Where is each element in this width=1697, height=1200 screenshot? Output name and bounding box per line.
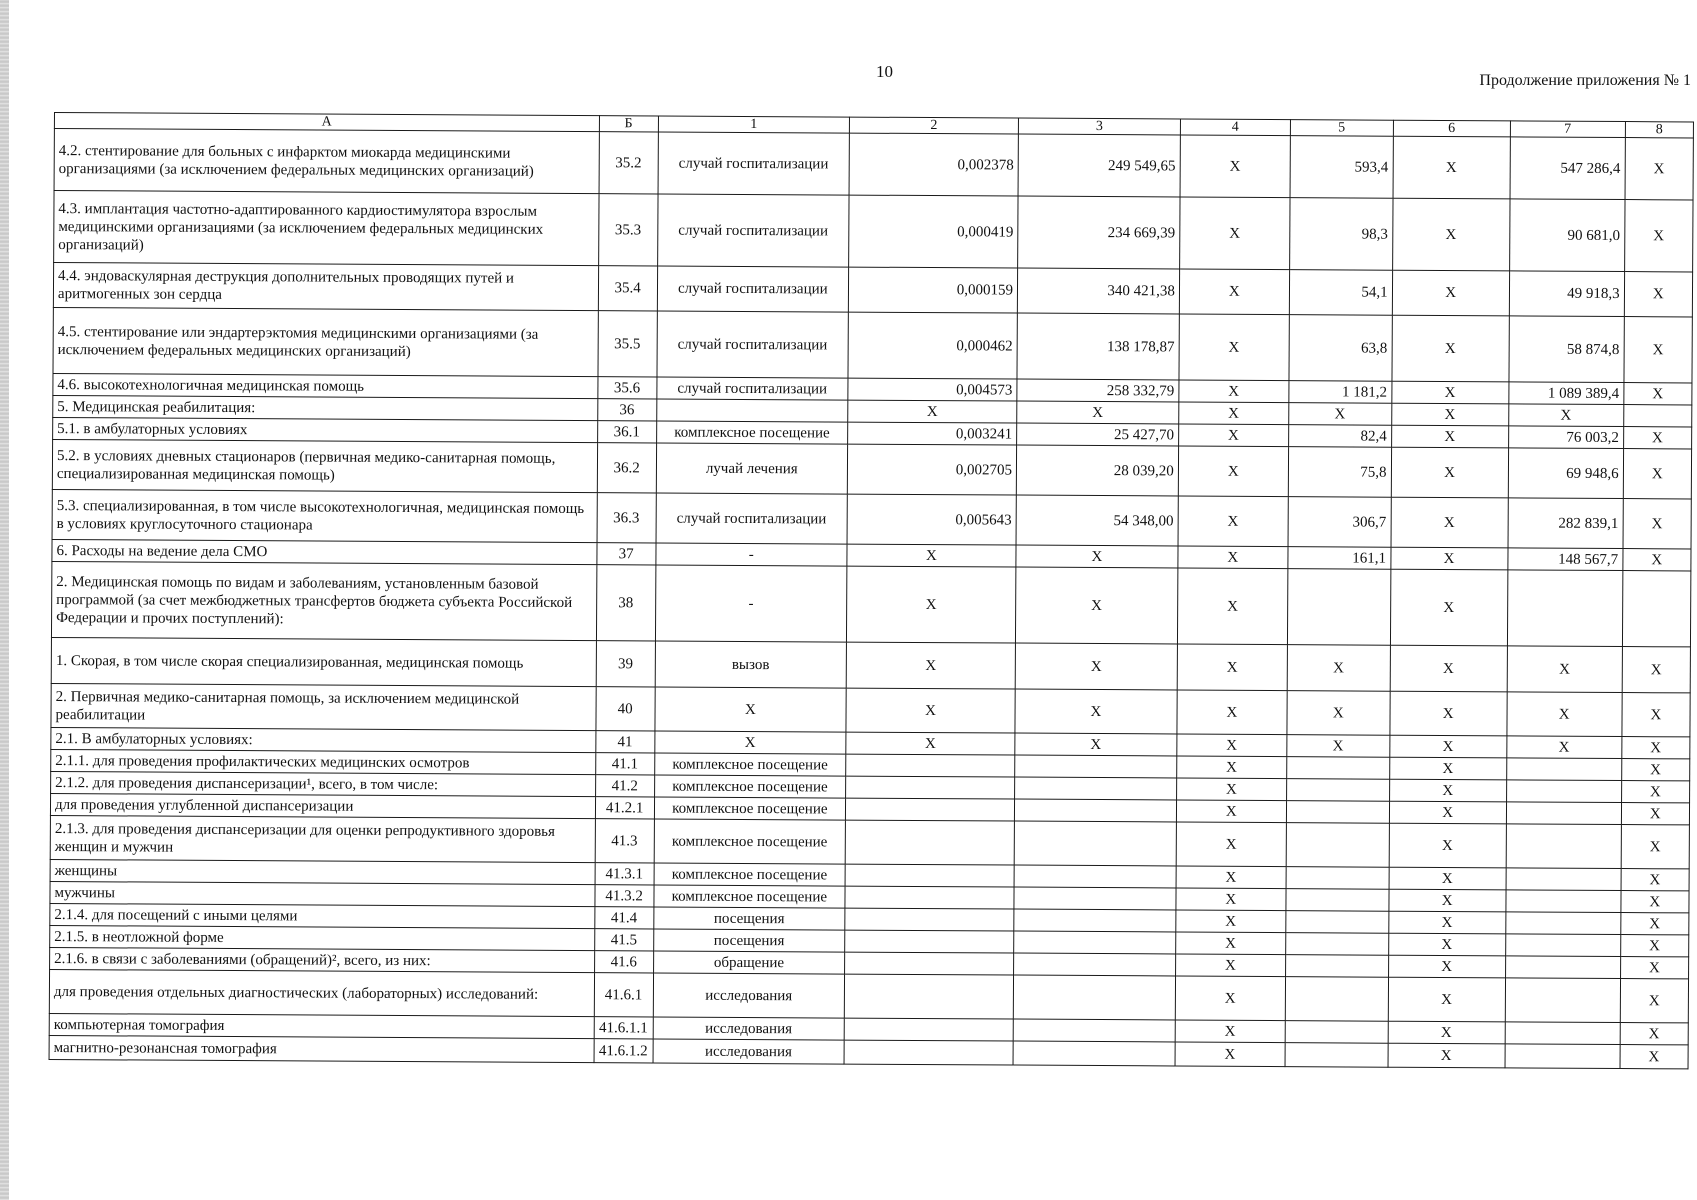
page-number: 10 <box>876 62 893 81</box>
cell-col-5: X <box>1287 691 1390 736</box>
cell-col-7: 69 948,6 <box>1508 448 1623 499</box>
cell-col-6: X <box>1391 425 1508 448</box>
row-code: 35.5 <box>598 311 657 377</box>
cell-col-5 <box>1285 1043 1388 1068</box>
cell-col-3 <box>1014 931 1176 954</box>
cell-col-8: X <box>1620 1045 1688 1069</box>
cell-col-4: X <box>1176 888 1286 911</box>
cell-col-2: 0,000159 <box>848 267 1017 313</box>
column-header: 3 <box>1018 118 1180 135</box>
table-row <box>54 129 1693 200</box>
cell-col-6: X <box>1388 977 1505 1022</box>
cell-col-8: X <box>1623 549 1691 571</box>
cell-col-4: X <box>1178 496 1288 547</box>
row-unit: случай госпитализации <box>657 377 848 400</box>
cell-col-8: X <box>1623 499 1692 549</box>
row-name: компьютерная томография <box>49 1013 594 1038</box>
cell-col-7 <box>1506 890 1621 913</box>
cell-col-4: X <box>1177 756 1287 779</box>
cell-col-4: X <box>1175 954 1285 977</box>
cell-col-7: 547 286,4 <box>1510 137 1625 200</box>
cell-col-4: X <box>1175 1042 1285 1067</box>
row-code: 41.5 <box>594 929 653 951</box>
cell-col-6: X <box>1390 645 1507 692</box>
row-name: 2.1.4. для посещений с иными целями <box>50 903 595 928</box>
cell-col-3: X <box>1015 643 1177 690</box>
row-code: 41.3.1 <box>595 863 654 885</box>
cell-col-8: X <box>1623 449 1692 499</box>
cell-col-2: X <box>846 642 1015 689</box>
cell-col-4: X <box>1178 546 1288 569</box>
cell-col-2: 0,002705 <box>847 444 1016 495</box>
row-name: для проведения углубленной диспансеризации <box>50 793 595 818</box>
cell-col-4: X <box>1177 690 1287 735</box>
cell-col-3: 28 039,20 <box>1016 445 1178 496</box>
cell-col-8: X <box>1624 200 1693 272</box>
row-name: 2.1.1. для проведения профилактических медицинских осмотров <box>51 749 596 774</box>
cell-col-4: X <box>1175 976 1285 1021</box>
cell-col-5 <box>1285 1021 1388 1044</box>
cell-col-2 <box>845 798 1014 821</box>
cell-col-2: X <box>847 544 1016 567</box>
cell-col-3 <box>1014 909 1176 932</box>
row-code: 39 <box>596 641 655 687</box>
row-code: 41.6.1.1 <box>594 1017 653 1039</box>
cell-col-7: 76 003,2 <box>1508 426 1623 449</box>
cell-col-6: X <box>1389 867 1506 890</box>
row-unit: случай госпитализации <box>657 311 849 378</box>
row-name: 6. Расходы на ведение дела СМО <box>52 539 597 564</box>
cell-col-8: X <box>1624 383 1692 405</box>
row-name: 5. Медицинская реабилитация: <box>53 395 598 420</box>
row-code: 36.3 <box>597 493 656 543</box>
cell-col-3: X <box>1015 567 1177 644</box>
cell-col-6: X <box>1392 270 1509 316</box>
cell-col-8: X <box>1621 891 1689 913</box>
cell-col-2 <box>845 864 1014 887</box>
column-header: 4 <box>1180 119 1290 136</box>
row-unit: комплексное посещение <box>656 421 847 444</box>
row-code: 41.2.1 <box>595 797 654 819</box>
row-unit: X <box>655 687 847 732</box>
cell-col-7: 49 918,3 <box>1509 271 1624 317</box>
cell-col-6: X <box>1391 381 1508 404</box>
cell-col-4: X <box>1179 380 1289 403</box>
cell-col-2 <box>845 952 1014 975</box>
column-header: 2 <box>849 117 1018 134</box>
row-unit: комплексное посещение <box>654 819 846 864</box>
row-name: 4.4. эндоваскулярная деструкция дополнительных проводящих путей и аритмогенных зон сердца <box>53 263 598 311</box>
row-name: 2.1.3. для проведения диспансеризации для оценки репродуктивного здоровья женщин и мужчин <box>50 815 595 862</box>
cell-col-5 <box>1286 889 1389 912</box>
cell-col-2: X <box>846 732 1015 755</box>
row-name: мужчины <box>50 881 595 906</box>
cell-col-3 <box>1015 777 1177 800</box>
cell-col-4: X <box>1178 424 1288 447</box>
cell-col-5: 98,3 <box>1289 198 1392 271</box>
cell-col-3: 25 427,70 <box>1017 423 1179 446</box>
column-header: 6 <box>1393 120 1510 137</box>
cell-col-6: X <box>1389 779 1506 802</box>
table-body <box>49 113 1693 1069</box>
cell-col-6: X <box>1389 757 1506 780</box>
row-name: 2.1.2. для проведения диспансеризации¹, всего, в том числе: <box>51 771 596 796</box>
row-code: 35.2 <box>599 132 658 194</box>
cell-col-3: 234 669,39 <box>1018 196 1180 269</box>
cell-col-5: X <box>1287 735 1390 758</box>
cell-col-7 <box>1505 956 1620 979</box>
row-code: 41 <box>595 731 654 753</box>
cell-col-5: 161,1 <box>1288 547 1391 570</box>
cell-col-6: X <box>1389 823 1506 868</box>
cell-col-7: 58 874,8 <box>1509 316 1624 383</box>
cell-col-8: X <box>1624 317 1693 383</box>
cell-col-6: X <box>1389 889 1506 912</box>
cell-col-4: X <box>1179 314 1289 381</box>
cell-col-4: X <box>1176 866 1286 889</box>
cell-col-5 <box>1286 867 1389 890</box>
cell-col-3 <box>1014 821 1176 866</box>
column-header: Б <box>599 116 658 132</box>
row-unit: комплексное посещение <box>654 797 845 820</box>
row-code: 36 <box>597 399 656 421</box>
cell-col-8: X <box>1620 935 1688 957</box>
row-unit: исследования <box>653 1017 844 1040</box>
cell-col-3 <box>1014 865 1176 888</box>
cell-col-2 <box>845 930 1014 953</box>
table-row <box>54 191 1693 272</box>
cell-col-7: 1 089 389,4 <box>1509 382 1624 405</box>
cell-col-5: 54,1 <box>1289 270 1392 316</box>
cell-col-6: X <box>1391 497 1508 548</box>
row-name: 2. Первичная медико-санитарная помощь, за исключением медицинской реабилитации <box>51 683 596 730</box>
cell-col-5 <box>1285 933 1388 956</box>
row-name: магнитно-резонансная томография <box>49 1035 594 1062</box>
cell-col-8: X <box>1621 825 1690 869</box>
cell-col-3: X <box>1016 545 1178 568</box>
cell-col-6: X <box>1389 801 1506 824</box>
cell-col-5: X <box>1289 403 1392 426</box>
cell-col-8 <box>1623 405 1691 427</box>
cell-col-5 <box>1286 801 1389 824</box>
cell-col-3: X <box>1017 401 1179 424</box>
cell-col-6: X <box>1390 691 1507 736</box>
cell-col-6: X <box>1391 447 1508 498</box>
column-header: 1 <box>658 116 849 133</box>
cell-col-5: 82,4 <box>1288 425 1391 448</box>
cell-col-6: X <box>1391 403 1508 426</box>
row-unit: случай госпитализации <box>657 194 849 267</box>
cell-col-2 <box>845 886 1014 909</box>
cell-col-3 <box>1013 1041 1175 1066</box>
row-name: женщины <box>50 859 595 884</box>
cell-col-2 <box>845 820 1014 865</box>
row-name: 2.1.5. в неотложной форме <box>50 925 595 950</box>
cell-col-2 <box>844 1018 1013 1041</box>
row-name: 5.1. в амбулаторных условиях <box>53 417 598 442</box>
row-code: 38 <box>596 565 655 641</box>
cell-col-2: 0,002378 <box>849 133 1018 196</box>
column-header: 5 <box>1290 120 1393 137</box>
cell-col-7: 90 681,0 <box>1509 199 1624 272</box>
row-name: 4.3. имплантация частотно-адаптированного кардиостимулятора взрослым медицинскими организациями (за исключением федеральных медицинских организаций) <box>54 191 599 266</box>
cell-col-7: X <box>1507 692 1622 737</box>
row-code: 37 <box>597 543 656 565</box>
cell-col-5: 306,7 <box>1288 497 1391 548</box>
row-name: 2.1.6. в связи с заболеваниями (обращений)², всего, из них: <box>50 947 595 972</box>
cell-col-3: 258 332,79 <box>1017 379 1179 402</box>
cell-col-6: X <box>1389 735 1506 758</box>
cell-col-8: X <box>1621 913 1689 935</box>
cell-col-2 <box>844 974 1013 1019</box>
row-unit <box>656 399 847 422</box>
row-name: 2.1. В амбулаторных условиях: <box>51 727 596 752</box>
cell-col-8: X <box>1621 869 1689 891</box>
row-unit: комплексное посещение <box>654 775 845 798</box>
column-header: А <box>54 113 599 132</box>
cell-col-4: X <box>1176 932 1286 955</box>
cell-col-7 <box>1505 1022 1620 1045</box>
row-name: для проведения отдельных диагностических (лабораторных) исследований: <box>49 969 594 1016</box>
row-code: 41.6.1.2 <box>594 1039 653 1063</box>
cell-col-6: X <box>1391 547 1508 570</box>
cell-col-6: X <box>1388 911 1505 934</box>
row-code: 35.3 <box>598 194 657 266</box>
row-code: 35.4 <box>598 266 657 311</box>
cell-col-6: X <box>1388 1021 1505 1044</box>
row-unit: комплексное посещение <box>654 863 845 886</box>
cell-col-7 <box>1505 934 1620 957</box>
row-unit: посещения <box>653 929 844 952</box>
row-code: 36.1 <box>597 421 656 443</box>
cell-col-3 <box>1014 799 1176 822</box>
cell-col-7 <box>1505 912 1620 935</box>
table-row <box>53 307 1692 382</box>
cell-col-4: X <box>1179 402 1289 425</box>
cell-col-8: X <box>1620 979 1689 1023</box>
cell-col-5 <box>1287 569 1390 646</box>
cell-col-3: 340 421,38 <box>1017 268 1179 314</box>
cell-col-4: X <box>1179 269 1289 315</box>
cell-col-2: X <box>846 566 1015 643</box>
row-unit: исследования <box>653 1039 845 1064</box>
cell-col-4: X <box>1177 734 1287 757</box>
cell-col-4: X <box>1180 135 1290 198</box>
cell-col-5: 75,8 <box>1288 447 1391 498</box>
row-code: 35.6 <box>597 377 656 399</box>
cell-col-7: X <box>1507 646 1622 693</box>
cell-col-3 <box>1014 953 1176 976</box>
appendix-caption: Продолжение приложения № 1 <box>1479 72 1691 89</box>
cell-col-7 <box>1506 868 1621 891</box>
cell-col-2: 0,004573 <box>848 378 1017 401</box>
row-code: 41.6 <box>594 951 653 973</box>
cell-col-5 <box>1286 823 1389 868</box>
cell-col-6: X <box>1388 933 1505 956</box>
cell-col-5 <box>1285 955 1388 978</box>
cell-col-6: X <box>1388 955 1505 978</box>
row-unit: - <box>656 543 847 566</box>
cell-col-7 <box>1505 978 1620 1023</box>
row-unit: случай госпитализации <box>657 266 849 312</box>
cell-col-4: X <box>1176 800 1286 823</box>
cell-col-3: 249 549,65 <box>1018 134 1180 197</box>
cell-col-7: 148 567,7 <box>1508 548 1623 571</box>
cell-col-3 <box>1014 887 1176 910</box>
cell-col-4: X <box>1176 910 1286 933</box>
cell-col-8: X <box>1624 272 1693 317</box>
cell-col-2: 0,003241 <box>848 422 1017 445</box>
cell-col-2 <box>846 776 1015 799</box>
table-row <box>51 561 1690 646</box>
scan-edge <box>0 0 9 1200</box>
cell-col-6: X <box>1390 569 1507 646</box>
cell-col-8: X <box>1623 427 1691 449</box>
cell-col-8: X <box>1621 781 1689 803</box>
cell-col-5: 63,8 <box>1289 315 1392 382</box>
cell-col-7 <box>1506 824 1621 869</box>
row-unit: исследования <box>653 973 845 1018</box>
cell-col-7 <box>1506 780 1621 803</box>
row-unit: лучай лечения <box>656 443 848 494</box>
column-header: 7 <box>1510 121 1625 138</box>
cell-col-5: X <box>1287 645 1390 692</box>
cell-col-8: X <box>1622 647 1691 693</box>
cell-col-7: 282 839,1 <box>1508 498 1623 549</box>
cell-col-5 <box>1286 911 1389 934</box>
cell-col-4: X <box>1177 644 1287 691</box>
row-unit: случай госпитализации <box>658 132 850 195</box>
cell-col-5: 593,4 <box>1290 136 1393 199</box>
row-unit: комплексное посещение <box>654 885 845 908</box>
cell-col-6: X <box>1392 198 1509 271</box>
cell-col-2 <box>845 908 1014 931</box>
cell-col-4: X <box>1179 197 1289 270</box>
row-code: 40 <box>596 687 655 731</box>
column-header: 8 <box>1625 122 1693 138</box>
cell-col-2: 0,005643 <box>847 494 1016 545</box>
cell-col-2: X <box>846 688 1015 733</box>
row-name: 2. Медицинская помощь по видам и заболеваниям, установленным базовой программой (за счет межбюджетных трансфертов бюджета субъекта Российской Федерации и прочих поступлений): <box>51 561 596 640</box>
row-code: 41.4 <box>594 907 653 929</box>
cell-col-6: X <box>1388 1043 1505 1068</box>
cell-col-4: X <box>1176 778 1286 801</box>
row-name: 1. Скорая, в том числе скорая специализированная, медицинская помощь <box>51 637 596 686</box>
cell-col-3: 138 178,87 <box>1017 313 1179 380</box>
cell-col-2: 0,000462 <box>848 312 1017 379</box>
cell-col-6: X <box>1392 315 1509 382</box>
row-code: 41.6.1 <box>594 973 653 1017</box>
row-code: 41.2 <box>595 775 654 797</box>
row-name: 5.2. в условиях дневных стационаров (первичная медико-санитарная помощь, специализированная медицинская помощь) <box>52 439 597 492</box>
cell-col-7 <box>1505 1044 1620 1069</box>
cell-col-3 <box>1013 975 1175 1020</box>
cell-col-7: X <box>1506 736 1621 759</box>
cell-col-8 <box>1622 571 1691 647</box>
cell-col-5 <box>1286 779 1389 802</box>
cell-col-7: X <box>1508 404 1623 427</box>
cell-col-7 <box>1506 802 1621 825</box>
cell-col-3: X <box>1015 689 1177 734</box>
row-unit: X <box>654 731 845 754</box>
row-unit: - <box>655 565 847 642</box>
row-name: 5.3. специализированная, в том числе высокотехнологичная, медицинская помощь в условиях круглосуточного стационара <box>52 489 597 542</box>
row-unit: посещения <box>653 907 844 930</box>
row-unit: вызов <box>655 641 847 688</box>
cell-col-4: X <box>1178 446 1288 497</box>
cell-col-3: X <box>1015 733 1177 756</box>
row-unit: комплексное посещение <box>654 753 845 776</box>
row-code: 36.2 <box>597 443 656 493</box>
cell-col-6: X <box>1393 136 1510 199</box>
row-code: 41.3 <box>595 819 654 863</box>
cell-col-8: X <box>1621 759 1689 781</box>
row-name: 4.2. стентирование для больных с инфарктом миокарда медицинскими организациями (за исключением федеральных медицинских организаций) <box>54 129 599 194</box>
cell-col-8: X <box>1620 957 1688 979</box>
row-unit: обращение <box>653 951 844 974</box>
cell-col-4: X <box>1176 822 1286 867</box>
cell-col-7 <box>1507 570 1622 647</box>
row-code: 41.1 <box>595 753 654 775</box>
cell-col-2 <box>846 754 1015 777</box>
cell-col-5: 1 181,2 <box>1289 381 1392 404</box>
row-code: 41.3.2 <box>595 885 654 907</box>
cell-col-4: X <box>1177 568 1287 645</box>
cell-col-5 <box>1286 757 1389 780</box>
cell-col-4: X <box>1175 1020 1285 1043</box>
cell-col-8: X <box>1622 693 1691 737</box>
cell-col-8: X <box>1621 803 1689 825</box>
cell-col-5 <box>1285 977 1388 1022</box>
cell-col-2: X <box>848 400 1017 423</box>
cell-col-2 <box>844 1040 1013 1065</box>
row-name: 4.5. стентирование или эндартерэктомия медицинскими организациями (за исключением федеральных медицинских организаций) <box>53 307 598 376</box>
cell-col-7 <box>1506 758 1621 781</box>
cell-col-8: X <box>1625 138 1694 200</box>
row-name: 4.6. высокотехнологичная медицинская помощь <box>53 373 598 398</box>
cell-col-2: 0,000419 <box>849 195 1018 268</box>
cell-col-8: X <box>1622 737 1690 759</box>
row-unit: случай госпитализации <box>656 493 848 544</box>
cell-col-3 <box>1013 1019 1175 1042</box>
financing-table <box>49 112 1694 1069</box>
cell-col-3: 54 348,00 <box>1016 495 1178 546</box>
cell-col-3 <box>1015 755 1177 778</box>
cell-col-8: X <box>1620 1023 1688 1045</box>
